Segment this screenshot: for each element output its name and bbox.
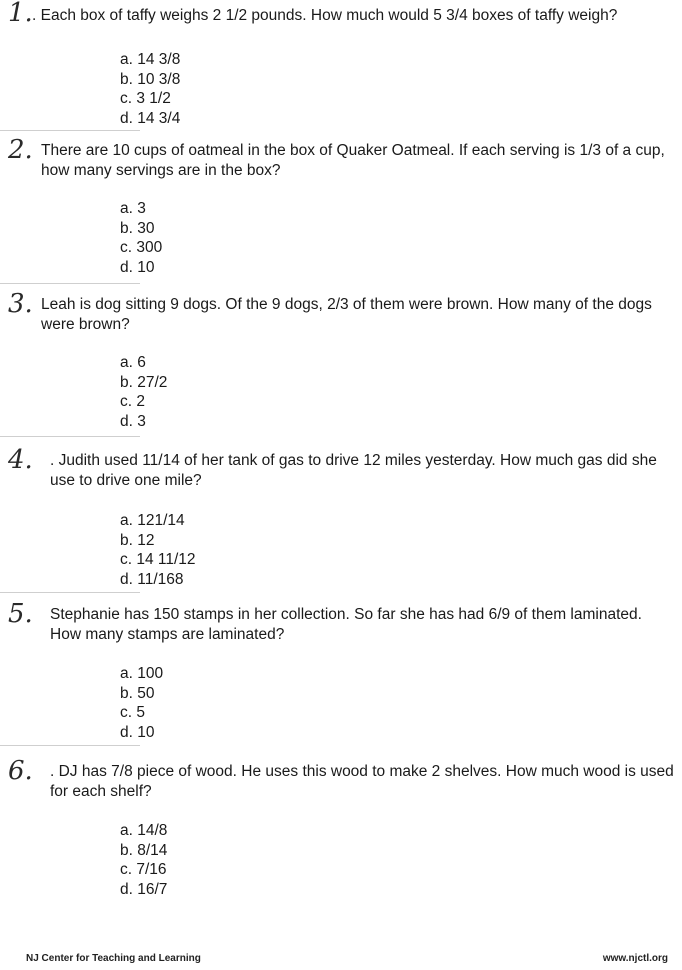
choice-b: b. 12 <box>120 531 155 549</box>
choice-a: a. 3 <box>120 200 146 217</box>
question-text: . Each box of taffy weighs 2 1/2 pounds. How much would 5 3/4 boxes of taffy weigh? <box>32 7 618 24</box>
answer-choices <box>120 199 162 277</box>
question-number: 3. <box>8 289 33 319</box>
question-text: Stephanie has 150 stamps in her collection. So far she has had 6/9 of them laminated. How many stamps are laminated? <box>50 606 642 643</box>
divider <box>0 436 140 437</box>
question-text: . Judith used 11/14 of her tank of gas to drive 12 miles yesterday. How much gas did she use to drive one mile? <box>50 452 657 489</box>
choice-d: d. 11/168 <box>120 570 184 588</box>
answer-choices <box>120 821 167 899</box>
answer-choices <box>120 664 163 742</box>
choice-d: d. 10 <box>120 723 155 741</box>
question-number: 2. <box>8 135 33 165</box>
choice-d: d. 3 <box>120 412 146 430</box>
choice-b: b. 30 <box>120 219 155 237</box>
answer-choices <box>120 50 180 128</box>
answer-choices <box>120 511 196 589</box>
divider <box>0 592 140 593</box>
choice-c: c. 14 11/12 <box>120 551 196 568</box>
choice-a: a. 14/8 <box>120 822 168 839</box>
choice-d: d. 14 3/4 <box>120 109 181 127</box>
choice-d: d. 10 <box>120 258 155 276</box>
question-text: Leah is dog sitting 9 dogs. Of the 9 dogs, 2/3 of them were brown. How many of the dogs were brown? <box>41 296 652 333</box>
choice-b: b. 50 <box>120 684 155 702</box>
choice-a: a. 100 <box>120 665 164 682</box>
choice-c: c. 3 1/2 <box>120 90 171 107</box>
divider <box>0 283 140 284</box>
choice-a: a. 14 3/8 <box>120 51 181 68</box>
choice-c: c. 5 <box>120 704 145 721</box>
footer-right: www.njctl.org <box>602 953 668 964</box>
question-number: 1. <box>8 0 33 28</box>
choice-c: c. 300 <box>120 239 163 256</box>
choice-b: b. 8/14 <box>120 841 168 859</box>
choice-d: d. 16/7 <box>120 880 168 898</box>
question-text: . DJ has 7/8 piece of wood. He uses this wood to make 2 shelves. How much wood is used for each shelf? <box>50 763 674 800</box>
question-text: There are 10 cups of oatmeal in the box of Quaker Oatmeal. If each serving is 1/3 of a cup, how many servings are in the box? <box>41 142 665 179</box>
choice-a: a. 121/14 <box>120 512 185 529</box>
question-number: 4. <box>8 445 33 475</box>
divider <box>0 745 140 746</box>
choice-a: a. 6 <box>120 354 146 371</box>
choice-b: b. 10 3/8 <box>120 70 181 88</box>
choice-c: c. 2 <box>120 393 145 410</box>
choice-b: b. 27/2 <box>120 373 168 391</box>
divider <box>0 130 140 131</box>
question-number: 6. <box>8 756 33 786</box>
answer-choices <box>120 353 167 431</box>
question-number: 5. <box>8 599 33 629</box>
footer-left: NJ Center for Teaching and Learning <box>26 953 201 964</box>
choice-c: c. 7/16 <box>120 861 167 878</box>
